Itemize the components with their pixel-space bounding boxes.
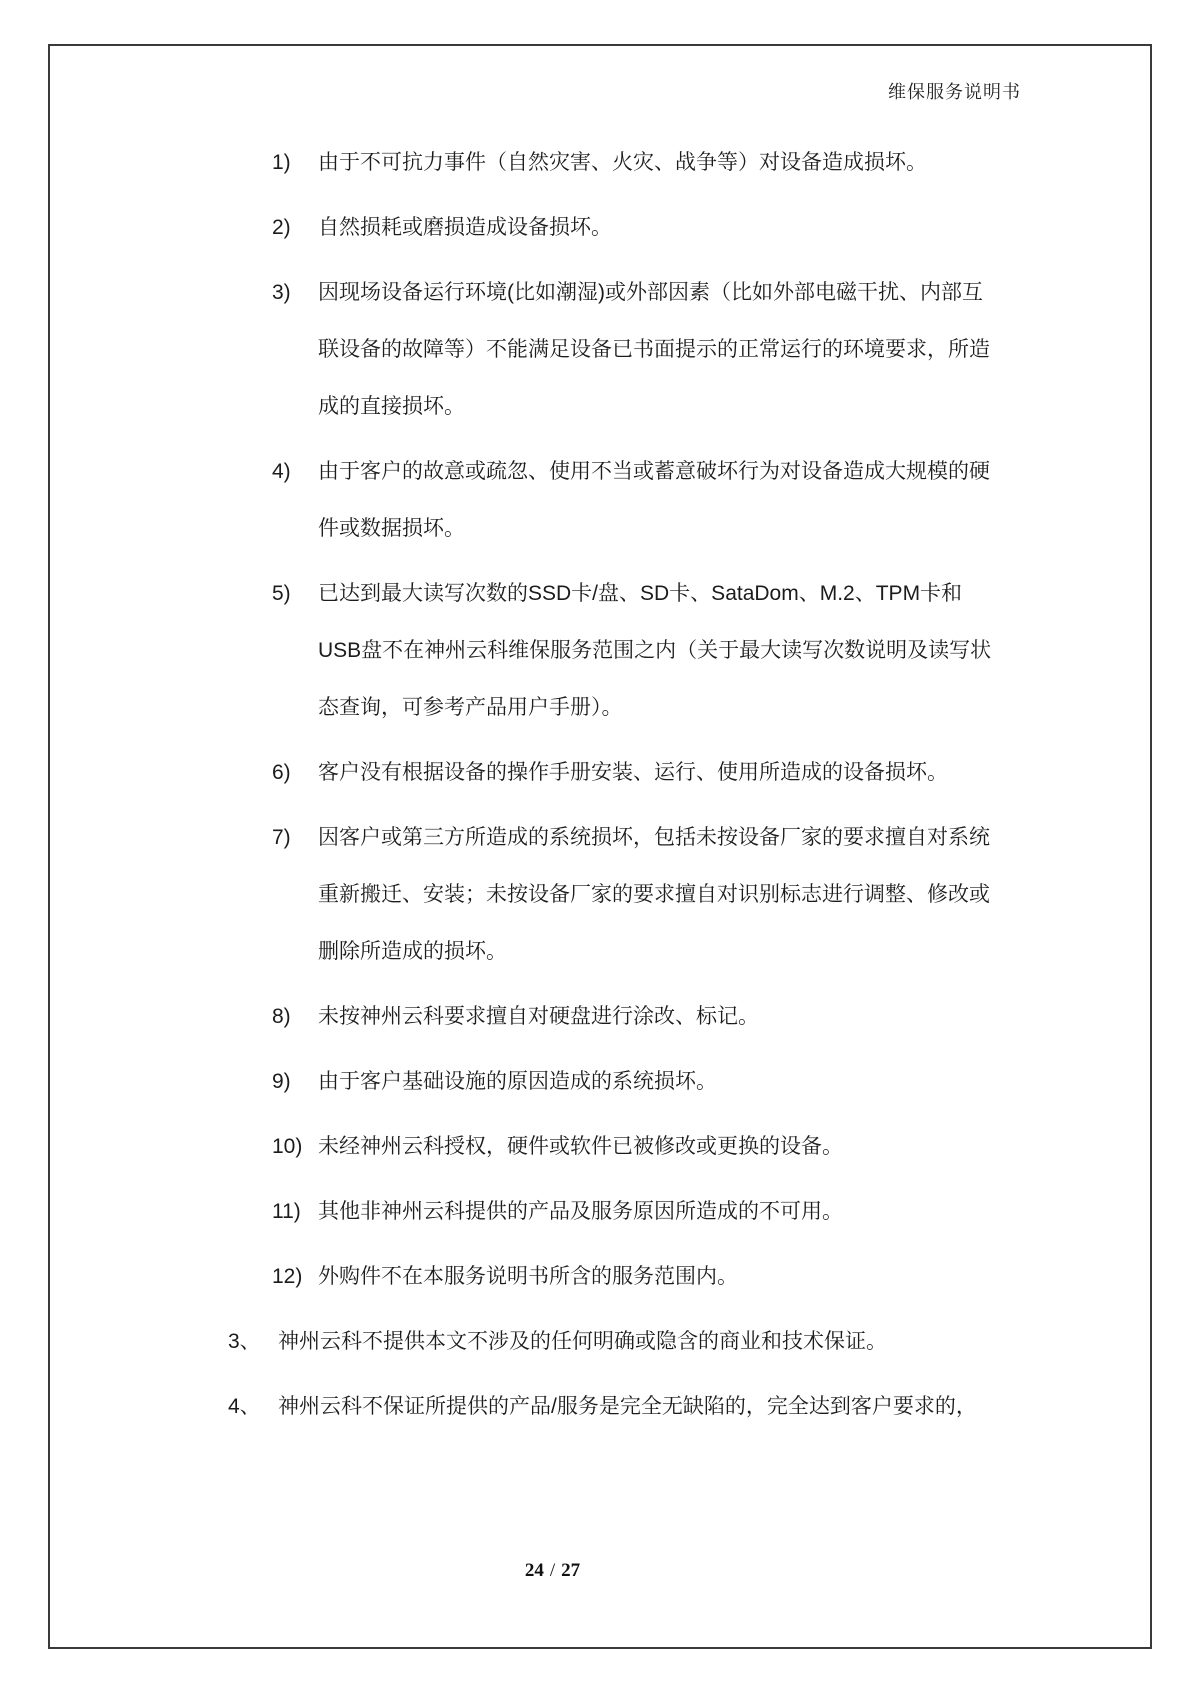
section-item-4 [0, 1378, 1200, 1435]
list-item-line: 由于客户的故意或疏忽、使用不当或蓄意破坏行为对设备造成大规模的硬 [318, 460, 990, 483]
list-item-line: 未按神州云科要求擅自对硬盘进行涂改、标记。 [318, 1005, 759, 1028]
section-marker: 4、 [228, 1395, 261, 1418]
list-item-line: 自然损耗或磨损造成设备损坏。 [318, 216, 612, 239]
list-item-11 [0, 1183, 1200, 1240]
list-item-marker: 10) [272, 1135, 303, 1158]
list-item-5 [0, 565, 1200, 736]
list-item-marker: 1) [272, 151, 291, 174]
section-item-3 [0, 1313, 1200, 1370]
list-item-marker: 9) [272, 1070, 291, 1093]
list-item-1 [0, 134, 1200, 191]
list-item-marker: 11) [272, 1200, 301, 1223]
list-item-4 [0, 443, 1200, 557]
list-item-8 [0, 988, 1200, 1045]
list-item-line: 重新搬迁、安装；未按设备厂家的要求擅自对识别标志进行调整、修改或 [318, 883, 990, 906]
page-number: 24 [524, 1560, 544, 1581]
section-text: 神州云科不提供本文不涉及的任何明确或隐含的商业和技术保证。 [278, 1330, 887, 1353]
page-footer [0, 1560, 1105, 1582]
section-marker: 3、 [228, 1330, 261, 1353]
document-body [0, 134, 1200, 1443]
list-item-marker: 3) [272, 281, 291, 304]
list-item-line: 外购件不在本服务说明书所含的服务范围内。 [318, 1265, 738, 1288]
list-item-marker: 7) [272, 826, 291, 849]
list-item-10 [0, 1118, 1200, 1175]
list-item-line: USB盘不在神州云科维保服务范围之内（关于最大读写次数说明及读写状 [318, 639, 992, 662]
list-item-line: 态查询，可参考产品用户手册）。 [318, 696, 623, 719]
list-item-marker: 2) [272, 216, 291, 239]
list-item-line: 由于客户基础设施的原因造成的系统损坏。 [318, 1070, 717, 1093]
list-item-marker: 8) [272, 1005, 291, 1028]
list-item-line: 由于不可抗力事件（自然灾害、火灾、战争等）对设备造成损坏。 [318, 151, 927, 174]
list-item-marker: 12) [272, 1265, 303, 1288]
total-pages: 27 [561, 1560, 581, 1581]
list-item-marker: 6) [272, 761, 291, 784]
section-text: 神州云科不保证所提供的产品/服务是完全无缺陷的，完全达到客户要求的， [278, 1395, 977, 1418]
list-item-line: 客户没有根据设备的操作手册安装、运行、使用所造成的设备损坏。 [318, 761, 948, 784]
list-item-line: 其他非神州云科提供的产品及服务原因所造成的不可用。 [318, 1200, 843, 1223]
list-item-6 [0, 744, 1200, 801]
list-item-line: 因客户或第三方所造成的系统损坏，包括未按设备厂家的要求擅自对系统 [318, 826, 990, 849]
list-item-line: 因现场设备运行环境(比如潮湿)或外部因素（比如外部电磁干扰、内部互 [318, 281, 983, 304]
list-item-line: 未经神州云科授权，硬件或软件已被修改或更换的设备。 [318, 1135, 843, 1158]
list-item-line: 已达到最大读写次数的SSD卡/盘、SD卡、SataDom、M.2、TPM卡和 [318, 582, 963, 605]
list-item-line: 成的直接损坏。 [318, 395, 465, 418]
list-item-12 [0, 1248, 1200, 1305]
page-number-separator: / [549, 1560, 556, 1581]
list-item-line: 联设备的故障等）不能满足设备已书面提示的正常运行的环境要求，所造 [318, 338, 990, 361]
list-item-marker: 4) [272, 460, 291, 483]
list-item-3 [0, 264, 1200, 435]
list-item-marker: 5) [272, 582, 291, 605]
list-item-9 [0, 1053, 1200, 1110]
list-item-7 [0, 809, 1200, 980]
list-item-line: 件或数据损坏。 [318, 517, 465, 540]
list-item-2 [0, 199, 1200, 256]
page-header-title: 维保服务说明书 [888, 82, 1021, 102]
list-item-line: 删除所造成的损坏。 [318, 940, 507, 963]
